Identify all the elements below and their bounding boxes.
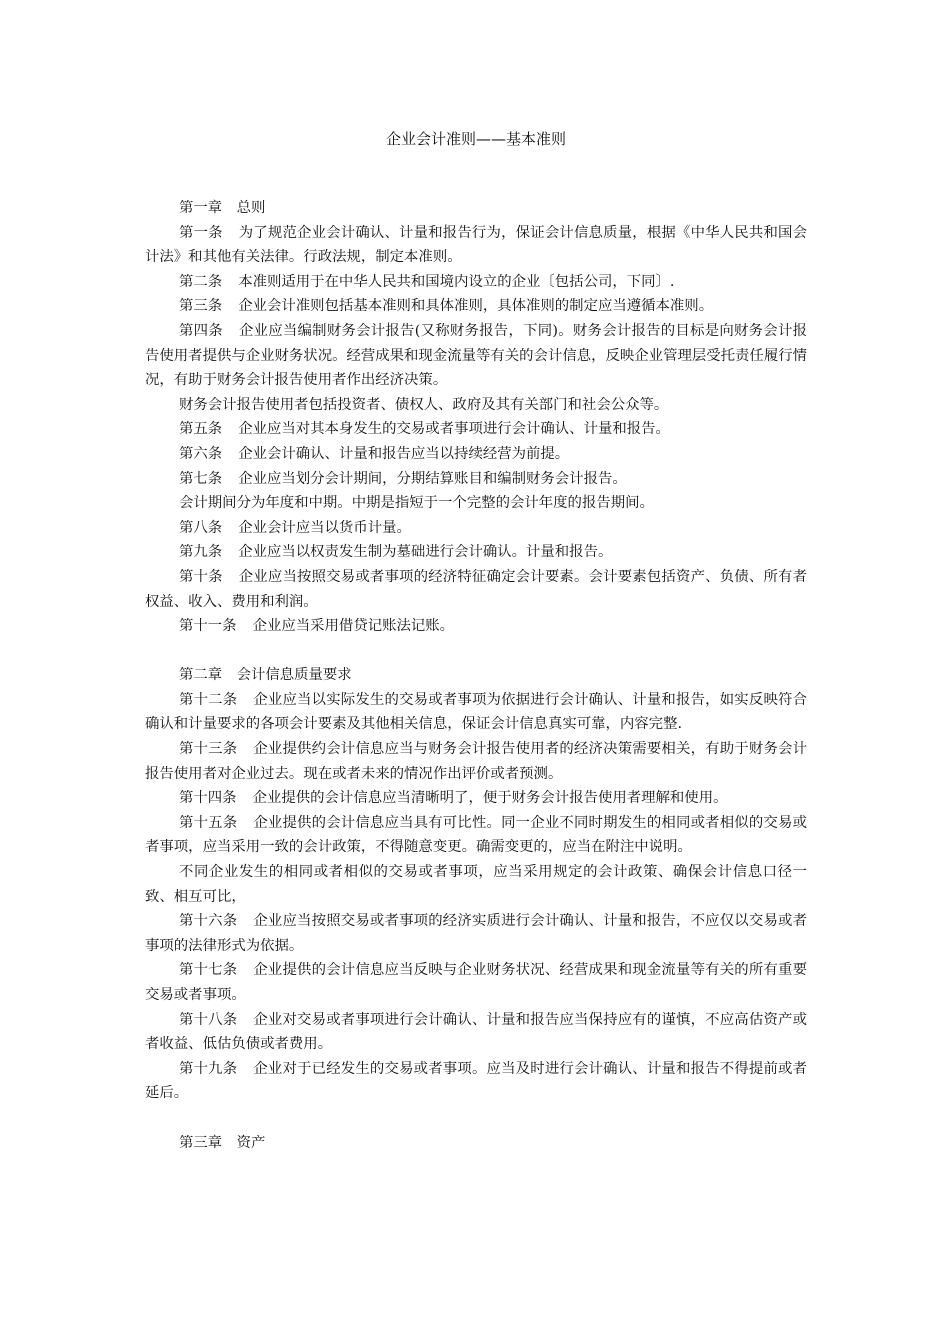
article-paragraph [145,540,807,565]
article-text: 企业应当以实际发生的交易或者事项为依据进行会计确认、计量和报告，如实反映符合确认和计量要求的各项会计要素及其他相关信息，保证会计信息真实可靠，内容完整. [145,691,807,733]
article-paragraph [145,319,807,393]
article-label: 第十八条 [179,1011,238,1028]
chapter-heading: 第一章 总则 [179,200,266,216]
article-paragraph [145,1008,807,1057]
article-paragraph [145,294,807,319]
article-paragraph [145,565,807,614]
article-label: 第四条 [179,322,223,339]
article-text: 财务会计报告使用者包括投资者、债权人、政府及其有关部门和社会公众等。 [179,396,669,413]
article-paragraph [145,417,807,442]
article-text: 本准则适用于在中华人民共和国境内设立的企业〔包括公司，下同〕. [238,273,675,290]
article-text: 企业提供的会计信息应当具有可比性。同一企业不同时期发生的相同或者相似的交易或者事项，应当采用一致的会计政策，不得随意变更。确需变更的，应当在附注中说明。 [145,814,807,856]
article-label: 第十一条 [179,618,237,635]
article-text: 企业应当划分会计期间，分期结算账目和编制财务会计报告。 [238,470,627,487]
article-text: 企业应当按照交易或者事项的经济特征确定会计要素。会计要素包括资产、负债、所有者权益、收入、费用和利润。 [145,568,807,610]
document-body [145,196,807,1155]
article-paragraph [145,909,807,958]
article-text: 企业提供的会计信息应当反映与企业财务状况、经营成果和现金流量等有关的所有重要交易或者事项。 [145,962,807,1003]
chapter-1-paragraphs [145,221,807,639]
article-text: 企业对交易或者事项进行会计确认、计量和报告应当保持应有的谨慎，不应高估资产或者收益、低估负债或者费用。 [145,1011,807,1053]
article-paragraph [145,688,807,737]
article-label: 第十九条 [179,1060,238,1077]
article-paragraph [145,491,807,516]
article-text: 企业会计准则包括基本准则和具体准则，具体准则的制定应当遵循本准则。 [238,298,714,315]
article-label: 第十七条 [179,962,238,979]
article-text: 为了规范企业会计确认、计量和报告行为，保证会计信息质量，根据《中华人民共和国会计法》和其他有关法律。行政法规，制定本准则。 [145,224,807,266]
document-title: 企业会计准则——基本准则 [385,130,566,148]
article-paragraph [145,786,807,811]
article-paragraph [145,516,807,541]
article-label: 第五条 [179,421,223,438]
article-text: 企业应当按照交易或者事项的经济实质进行会计确认、计量和报告，不应仅以交易或者事项的法律形式为依据。 [145,913,807,954]
article-label: 第十六条 [179,913,238,930]
article-label: 第二条 [179,273,223,290]
article-label: 第十四条 [179,790,237,807]
chapter-heading: 第二章 会计信息质量要求 [179,667,352,684]
article-paragraph [145,270,807,295]
article-paragraph [145,860,807,909]
article-text: 企业提供的会计信息应当清晰明了，便于财务会计报告使用者理解和使用。 [252,790,728,807]
article-text: 企业应当采用借贷记账法记账。 [252,618,455,635]
article-text: 企业应当对其本身发生的交易或者事项进行会计确认、计量和报告。 [238,421,670,438]
article-paragraph [145,1057,807,1106]
article-text: 企业会计应当以货币计量。 [238,519,411,536]
article-label: 第十五条 [179,814,238,831]
article-text: 企业应当编制财务会计报告(又称财务报告，下同)。财务会计报告的目标是向财务会计报告使用者提供与企业财务状况。经营成果和现金流量等有关的会计信息，反映企业管理层受托责任履行情况，有助于财务会计报告使用者作出经济决策。 [145,322,807,389]
article-paragraph [145,467,807,492]
article-label: 第九条 [179,544,223,561]
article-label: 第三条 [179,298,223,315]
article-label: 第七条 [179,470,223,487]
article-text: 企业对于已经发生的交易或者事项。应当及时进行会计确认、计量和报告不得提前或者延后。 [145,1060,807,1102]
article-paragraph [145,737,807,786]
article-paragraph [145,811,807,860]
article-text: 会计期间分为年度和中期。中期是指短于一个完整的会计年度的报告期间。 [179,495,654,512]
article-label: 第十二条 [179,691,238,708]
article-label: 第十三条 [179,741,238,758]
chapter-heading: 第三章 资产 [179,1134,266,1151]
article-label: 第十条 [179,568,223,585]
article-text: 企业会计确认、计量和报告应当以持续经营为前提。 [238,445,570,462]
article-text: 不同企业发生的相同或者相似的交易或者事项，应当采用规定的会计政策、确保会计信息口径一致、相互可比， [145,864,807,905]
article-paragraph [145,614,807,639]
article-label: 第六条 [179,445,223,462]
article-text: 企业应当以权责发生制为墓础进行会计确认。计量和报告。 [238,544,613,561]
article-paragraph [145,221,807,270]
article-label: 第八条 [179,519,223,536]
article-label: 第一条 [179,224,223,241]
article-paragraph [145,958,807,1007]
article-paragraph [145,442,807,467]
article-text: 企业提供约会计信息应当与财务会计报告使用者的经济决策需要相关，有助于财务会计报告使用者对企业过去。现在或者未来的情况作出评价或者预测。 [145,741,807,782]
article-paragraph [145,393,807,418]
chapter-2-paragraphs [145,688,807,1106]
